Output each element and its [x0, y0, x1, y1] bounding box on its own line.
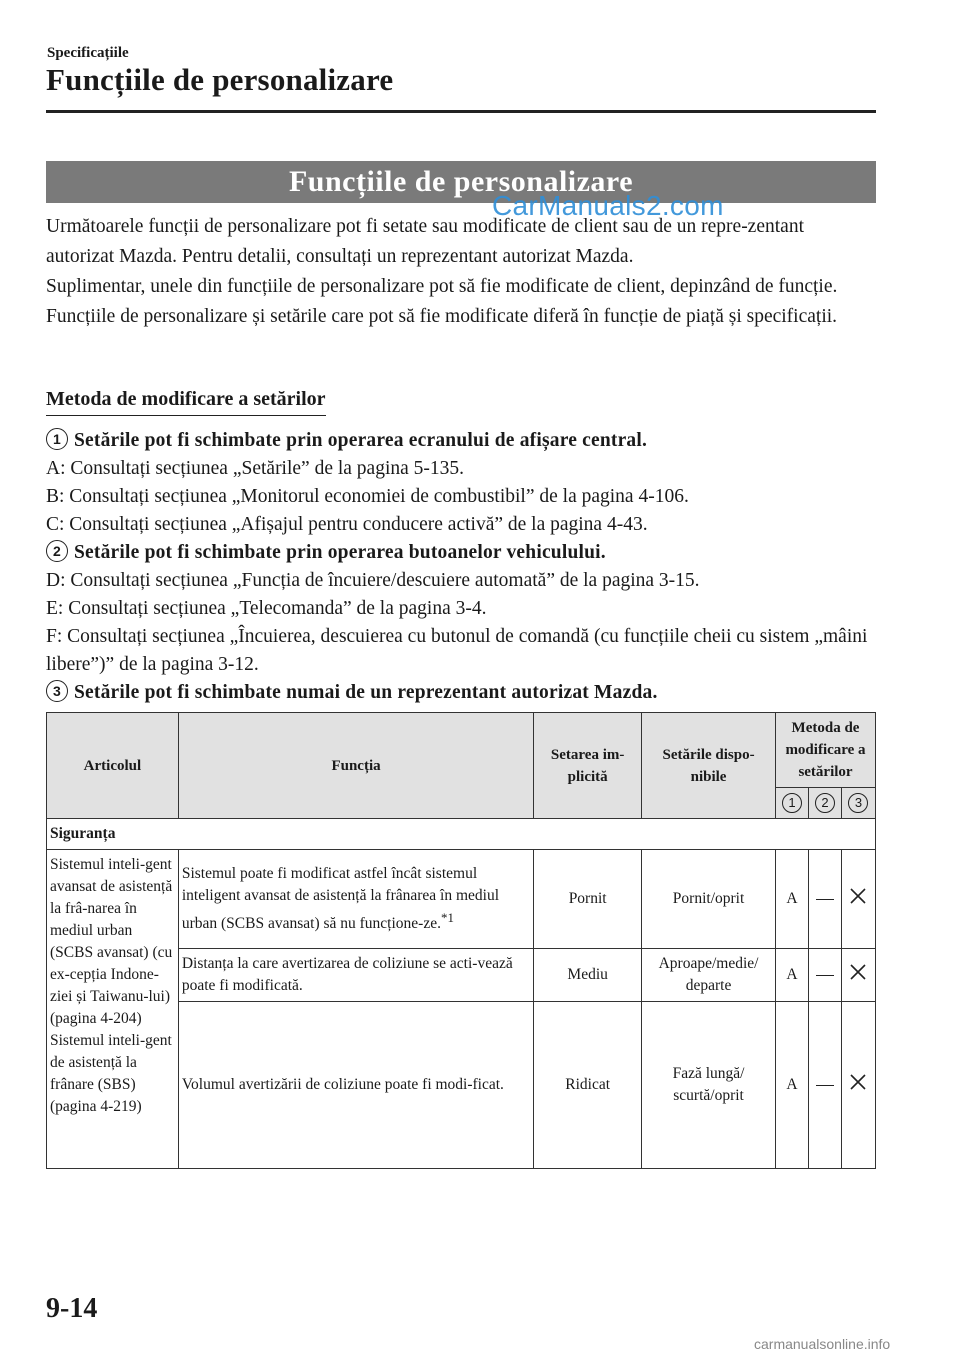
method-3-cell [841, 949, 875, 1002]
method-1-cell: A [776, 1002, 809, 1169]
method-1-cell: A [776, 850, 809, 949]
cross-mark-icon [849, 963, 867, 981]
page-number: 9-14 [46, 1293, 98, 1324]
available-cell: Pornit/oprit [642, 850, 776, 949]
circled-number-1-icon: 1 [782, 793, 802, 813]
cross-mark-icon [849, 887, 867, 905]
method-entry-d: D: Consultați secțiunea „Funcția de încuiere/descuiere automată” de la pagina 3-15. [46, 570, 700, 591]
method-3-cell [841, 1002, 875, 1169]
footnote-marker: *1 [440, 909, 454, 925]
method-3-text: Setările pot fi schimbate numai de un reprezentant autorizat Mazda. [74, 682, 658, 703]
intro-paragraph: Următoarele funcții de personalizare pot fi setate sau modificate de client sau de un repre-zentant autorizat Mazda. Pentru detalii, consultați un reprezentant autorizat Mazda. [46, 216, 804, 267]
method-entry-a: A: Consultați secțiunea „Setările” de la pagina 5-135. [46, 458, 465, 479]
available-cell: Aproape/medie/ departe [642, 949, 776, 1002]
function-cell: Volumul avertizării de coliziune poate fi modi-ficat. [178, 1002, 533, 1169]
header-method-1 [776, 788, 809, 819]
method-3-title [46, 679, 876, 707]
customization-table [46, 712, 876, 1169]
footer-watermark: carmanualsonline.info [754, 1336, 891, 1352]
item-cell: Sistemul inteli-gent avansat de asistență la frâ-narea în mediul urban (SCBS avansat) (cu ex-cepția Indone-ziei și Taiwanu-lui) (pagina 4-204) Sistemul inteli-gent de asistență la frânare (SBS) (pagina 4-219) [47, 850, 179, 1169]
method-entry-c: C: Consultați secțiunea „Afișajul pentru conducere activă” de la pagina 4-43. [46, 514, 648, 535]
default-cell: Mediu [534, 949, 642, 1002]
default-cell: Ridicat [534, 1002, 642, 1169]
header-available: Setările dispo-nibile [642, 713, 776, 819]
header-function: Funcția [178, 713, 533, 819]
method-entry-e: E: Consultați secțiunea „Telecomanda” de la pagina 3-4. [46, 598, 487, 619]
header-default: Setarea im-plicită [534, 713, 642, 819]
intro-paragraph: Funcțiile de personalizare și setările care pot să fie modificate diferă în funcție de piață și specificații. [46, 306, 838, 327]
method-2-cell [809, 850, 842, 949]
method-list [46, 427, 876, 707]
function-text: Sistemul poate fi modificat astfel încât sistemul inteligent avansat de asistență la frânarea în mediul urban (SCBS avansat) să nu funcțione-ze. [181, 864, 500, 933]
default-cell: Pornit [534, 850, 642, 949]
circled-number-3-icon: 3 [848, 793, 868, 813]
intro-text [46, 212, 876, 332]
header-method: Metoda de modificare a setărilor [776, 713, 876, 788]
method-1-text: Setările pot fi schimbate prin operarea ecranului de afișare central. [74, 430, 648, 451]
method-entry-b: B: Consultați secțiunea „Monitorul economiei de combustibil” de la pagina 4-106. [46, 486, 689, 507]
method-2-cell [809, 949, 842, 1002]
header-method-3 [841, 788, 875, 819]
table-group-row [47, 819, 876, 850]
method-1-cell: A [776, 949, 809, 1002]
dash-icon [816, 899, 834, 900]
circled-number-2-icon: 2 [815, 793, 835, 813]
section-label: Specificațiile [47, 45, 129, 61]
header-rule [46, 110, 876, 113]
method-heading: Metoda de modificare a setărilor [46, 388, 326, 416]
header-method-2 [809, 788, 842, 819]
group-label: Siguranța [47, 819, 876, 850]
circled-number-1-icon: 1 [46, 428, 68, 450]
circled-number-2-icon: 2 [46, 540, 68, 562]
banner-title: Funcțiile de personalizare [288, 165, 634, 198]
method-entry-f: F: Consultați secțiunea „Încuierea, descuierea cu butonul de comandă (cu funcțiile cheii cu sistem „mâini libere”)” de la pagina 3-12. [46, 626, 868, 675]
dash-icon [816, 1085, 834, 1086]
available-cell: Fază lungă/ scurtă/oprit [642, 1002, 776, 1169]
watermark-text: CarManuals2.com [492, 190, 724, 221]
table-row [47, 850, 876, 949]
chapter-title: Funcțiile de personalizare [46, 62, 394, 97]
intro-paragraph: Suplimentar, unele din funcțiile de personalizare pot să fie modificate de client, depinzând de funcție. [46, 276, 838, 297]
method-2-cell [809, 1002, 842, 1169]
section-banner [46, 161, 876, 203]
method-2-title [46, 539, 876, 567]
function-cell: Distanța la care avertizarea de coliziune se acti-vează poate fi modificată. [178, 949, 533, 1002]
cross-mark-icon [849, 1073, 867, 1091]
dash-icon [816, 975, 834, 976]
method-2-text: Setările pot fi schimbate prin operarea butoanelor vehiculului. [74, 542, 606, 563]
method-1-title [46, 427, 876, 455]
header-item: Articolul [47, 713, 179, 819]
method-3-cell [841, 850, 875, 949]
circled-number-3-icon: 3 [46, 680, 68, 702]
function-cell [178, 850, 533, 949]
